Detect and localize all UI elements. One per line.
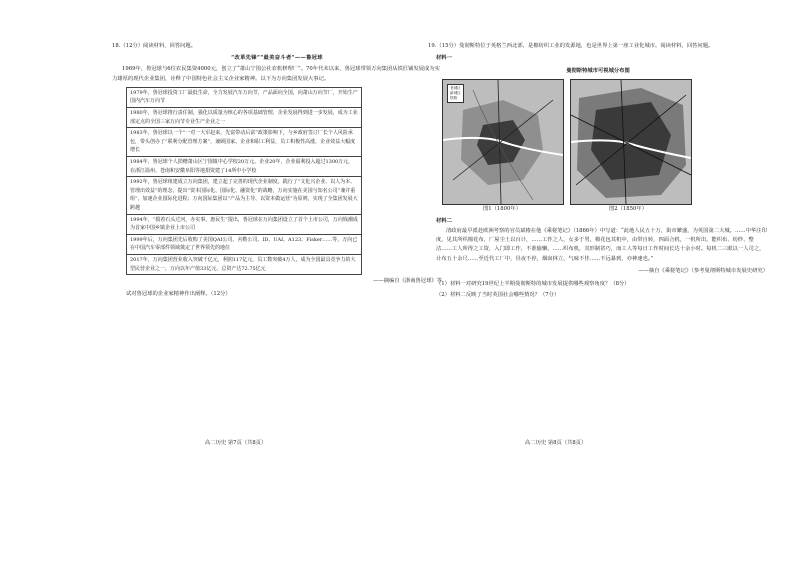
question-18-task: 试对鲁冠球的企业家精神作出阐释。（12分） bbox=[126, 291, 231, 298]
timeline-cell: 1992年，鲁冠球组建成立万向集团，建立起了完善的现代企业制度，践行了“文化兴企业、以人为本、管理出效益”的理念，提出“资本国际化、国际化、融资化”的战略，万向实施在美国与知名公司“兼并重组”，加速企业国际化进程；万向国际集团以“产品为主导、以资本做运营”为原则，实现了全集团发展大跨越 bbox=[127, 177, 362, 214]
timeline-cell: 2017年，万向集团营业收入突破千亿元，利润117亿元，员工数突破4万人，成为全国最具竞争力的大型民营企业之一，万向以年产值33亿元，总资产达72.75亿元 bbox=[127, 254, 362, 274]
table-row bbox=[127, 87, 362, 107]
table-row bbox=[127, 214, 362, 234]
material-2-label: 材料二 bbox=[436, 217, 452, 224]
question-19-1: （1）材料一对研究19世纪上半期曼彻斯特的城市发展提供哪些观察角度？（8分） bbox=[436, 281, 630, 288]
timeline-cell: 1984年，鲁冠球个人捐赠萧山区宁围镇中心学校20万元。企业20年，企业福利投入超过1300万元，在浙江温州、苍南和安徽阜阳等地捐资建了14所中小学校 bbox=[127, 156, 362, 176]
map-captions bbox=[442, 205, 768, 214]
legend-item: 铁路 bbox=[450, 95, 458, 100]
timeline-table bbox=[126, 87, 362, 275]
timeline-cell: 1999年后，万向集团先后收购了美国QAI公司、舍勒公司、ID、UAI、A123、Fisker……等，万向已在中国汽车零部件领域奠定了世界领先的地位 bbox=[127, 234, 362, 254]
table-row bbox=[127, 234, 362, 254]
map-1800 bbox=[442, 79, 564, 205]
legend-item: 老城区 bbox=[450, 85, 461, 90]
map-1850 bbox=[570, 79, 692, 205]
material-title: “改革先锋”“最美奋斗者”——鲁冠球 bbox=[231, 55, 323, 62]
table-row bbox=[127, 108, 362, 128]
timeline-cell: 1980年，鲁冠球推行责任制，强化以质量为核心的各项基础管理，企业发展得到进一步发展，成为工业部定点的全国三家万向节专业生产企业之一 bbox=[127, 108, 362, 128]
map-1850-drawing bbox=[571, 80, 691, 204]
table-row bbox=[127, 254, 362, 274]
question-18-heading: 18.（12分）阅读材料，回答问题。 bbox=[112, 43, 197, 49]
material-1-label: 材料一 bbox=[436, 55, 452, 62]
source-citation: ——摘编自《浙商鲁冠球》等 bbox=[373, 278, 442, 285]
map-title: 曼彻斯特城市可视城分布图 bbox=[566, 68, 630, 75]
material-2-text: 清政府最早派赴欧洲考察的官员斌椿在他《乘槎笔记》（1866年）中写道：“此地人民五十万，街市繁盛，为英国第二大城。……中华注印度，见其所织棉花布，厂屋尘土以百计，……工作之人，女多于男，棉花包其机中，由带自转，四面合机，一机所出，能织布、纺纱、整洁……工人所得之工资，入门即工作，不准偷懒。……织布机，其形制甚巧，而工人等每日工作时间长达十余小时。每机二三眼以一人司之，计布五十余尺……至近代工厂中，昼夜不停，烟囱林立，气味不佳……不远暴到，亦神速也。” bbox=[436, 228, 767, 262]
question-19-2: （2）材料二反映了当时英国社会哪些情况？（7分） bbox=[436, 292, 560, 299]
question-19-heading: 19.（15分）曼彻斯特位于英格兰西北部，是棉纺织工业的发源地，也是世界上第一座工业化城市。阅读材料，回答问题。 bbox=[428, 43, 714, 49]
right-page-footer: 高二历史 第8页（共8页） bbox=[525, 440, 587, 446]
intro-paragraph: 1969年，鲁冠球与6位农民集资4000元，创立了“萧山宁围公社农机修理厂”。70年代末以来，鲁冠球带领万向集团从铁匠铺发展成为实力雄厚的现代企业集团，诠释了中国特色社会主义企业家精神。以下为万向集团发展大事记。 bbox=[112, 66, 440, 82]
map-1800-caption: 图1（1800年） bbox=[482, 205, 522, 212]
map-1850-caption: 图2（1850年） bbox=[608, 205, 648, 212]
table-row bbox=[127, 156, 362, 176]
table-row bbox=[127, 128, 362, 157]
map-legend bbox=[447, 84, 464, 103]
left-page-footer: 高二历史 第7页（共8页） bbox=[205, 440, 267, 446]
legend-item: 新城区 bbox=[450, 90, 461, 95]
material-2-source: ——摘自《乘槎笔记》（参考曼彻斯特城市发展史研究） bbox=[638, 267, 768, 274]
right-page bbox=[428, 42, 768, 302]
timeline-cell: 1979年，鲁冠球投资工厂最低生命，全力发展汽车万向节，产品面向全国，向萧山万向节厂，开始生产国内汽车万向节 bbox=[127, 87, 362, 107]
timeline-cell: 1994年，“摸着石头过河，办实事，惠民生”提出，鲁冠球在万向集团设立了首个上市公司，万向钱潮成为首家中国乡镇企业上市公司 bbox=[127, 214, 362, 234]
table-row bbox=[127, 177, 362, 214]
left-page bbox=[112, 42, 442, 300]
map-row bbox=[442, 79, 768, 205]
timeline-cell: 1983年，鲁冠球以一个“一对一大军赵来，先富带动后富”政策影响下，与乡政府签订厂长个人风险承包，带头创办了“联利分配管理方案”，兼顾国家、企业和职工利益，员工积极性高涨，企业效益大幅度增长 bbox=[127, 128, 362, 157]
